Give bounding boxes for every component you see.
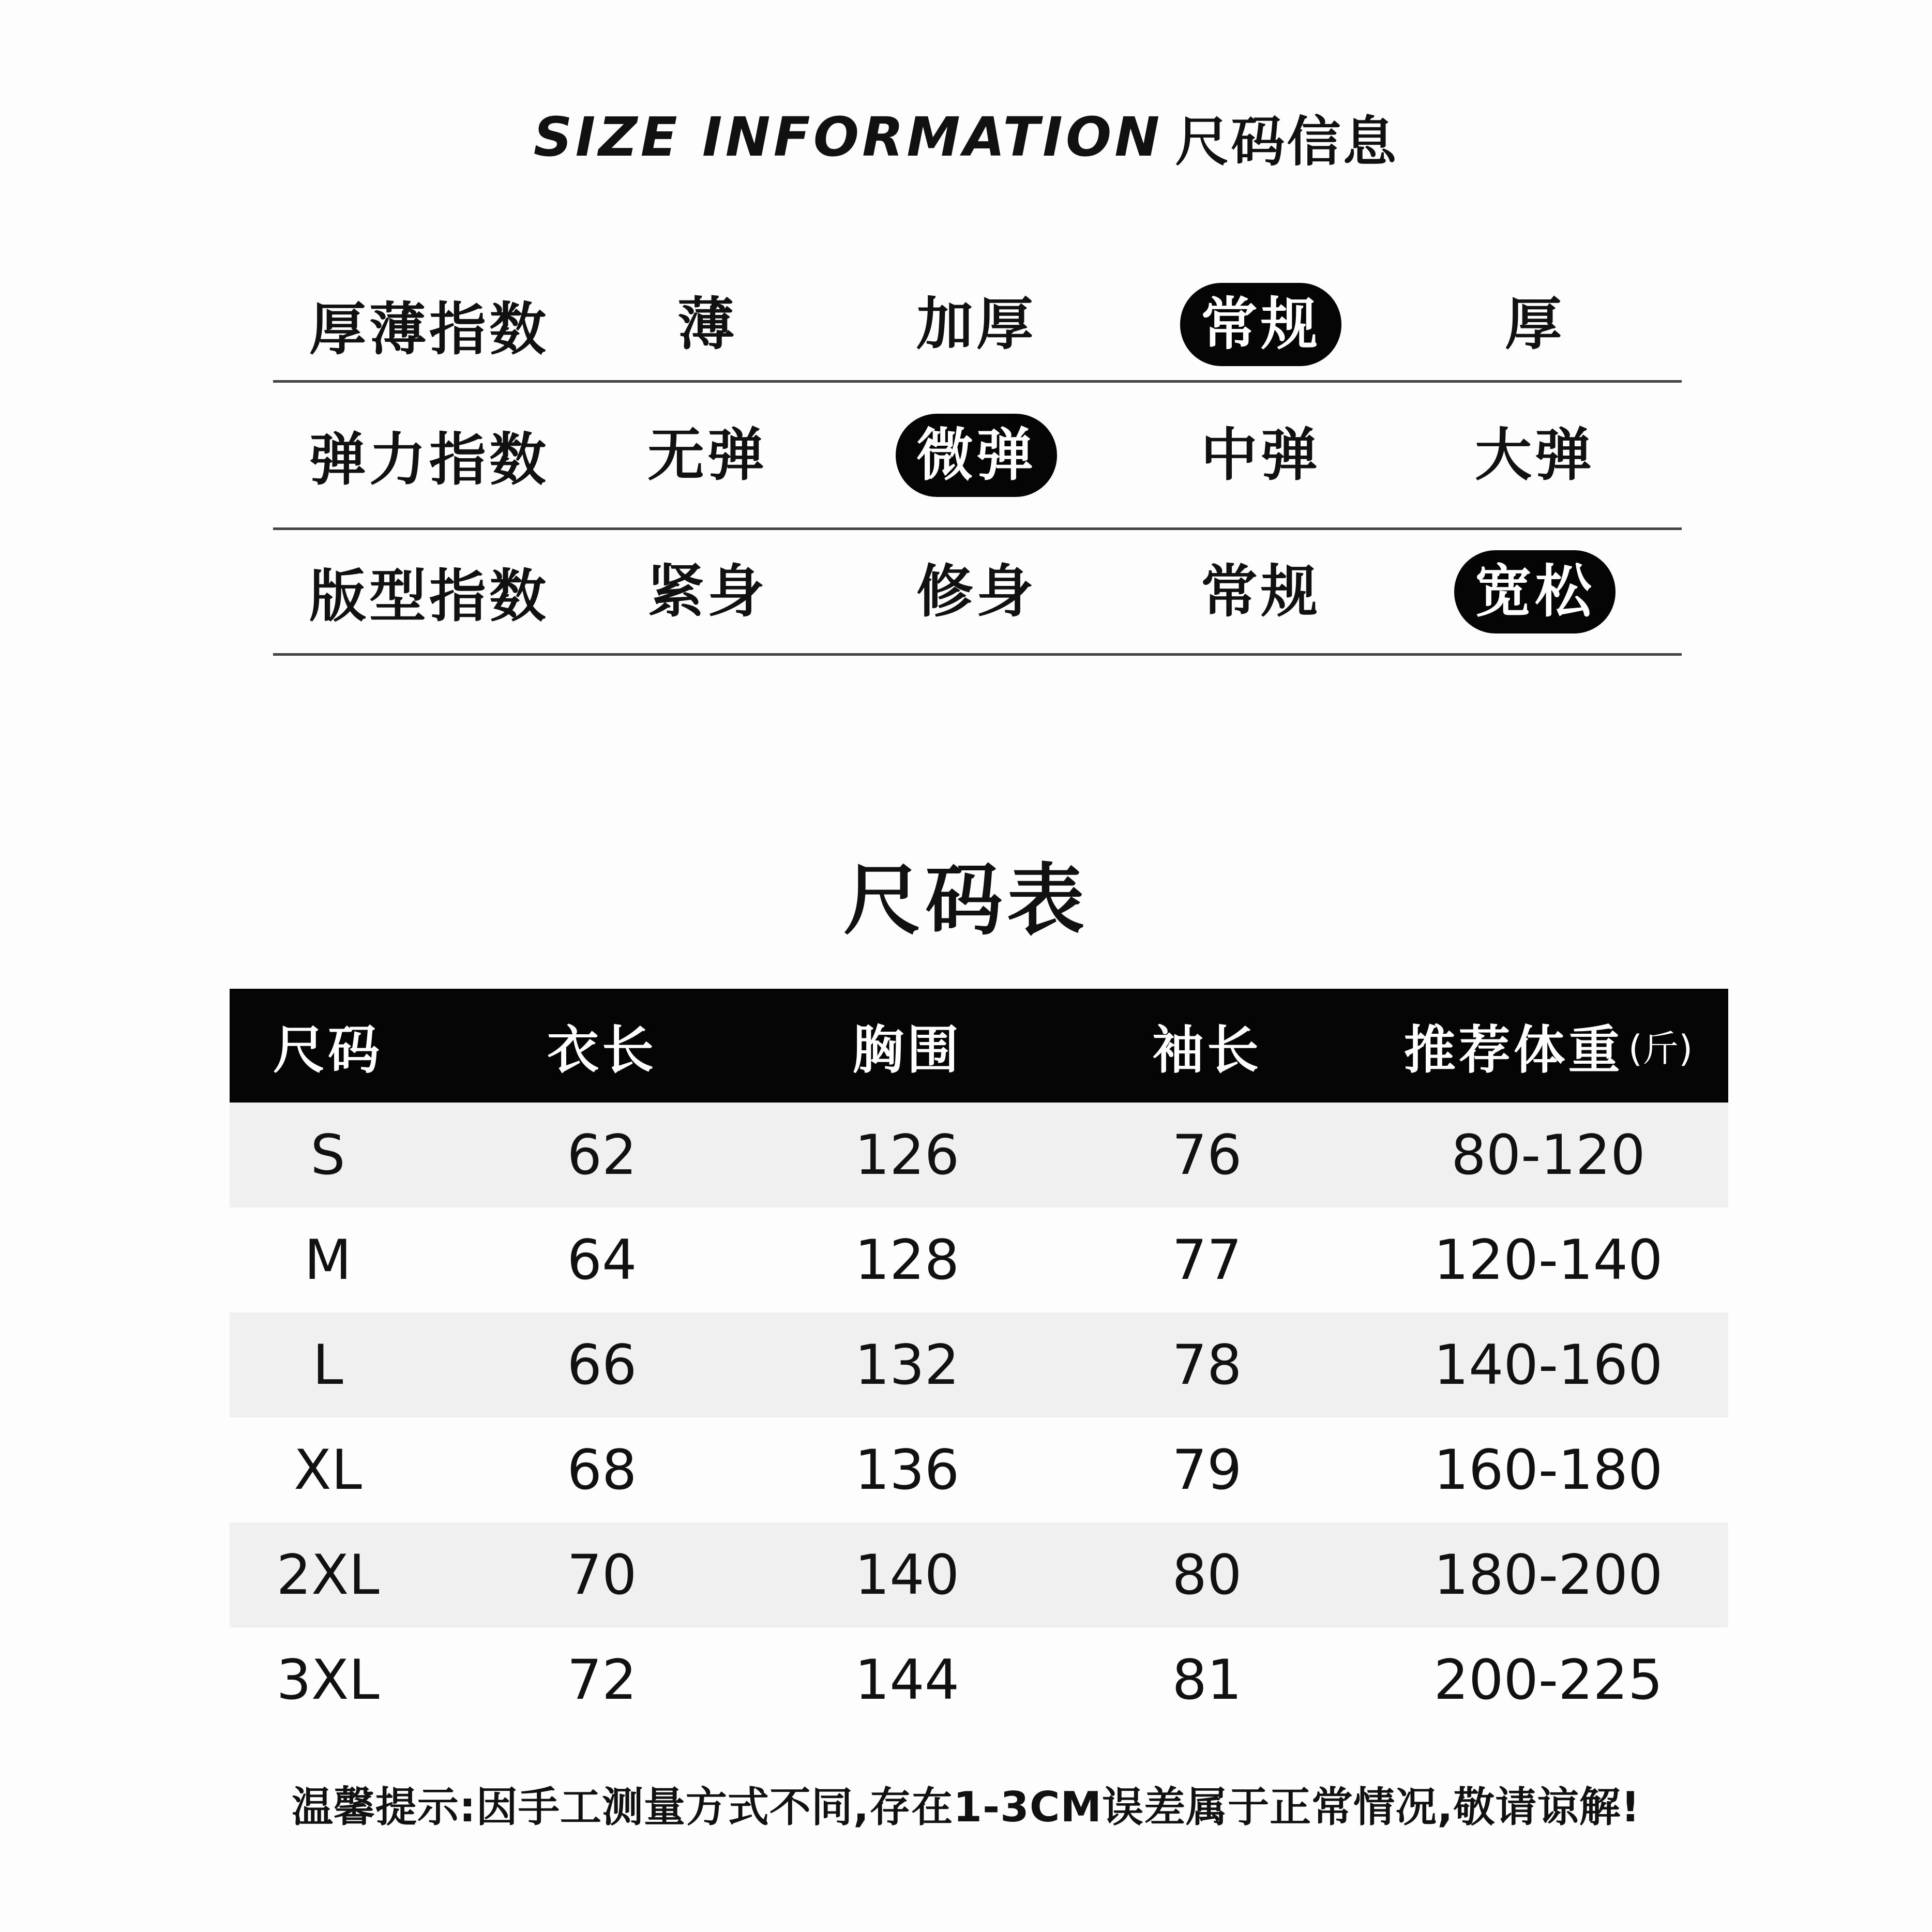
cell-size: XL (294, 1438, 362, 1502)
index-table (273, 269, 1682, 656)
cell-weight: 180-200 (1433, 1543, 1663, 1607)
cell-weight: 120-140 (1433, 1228, 1663, 1292)
cell-chest: 136 (854, 1438, 960, 1502)
cell-chest: 140 (854, 1543, 960, 1607)
header-weight-unit: (斤) (1628, 1027, 1693, 1070)
cell-weight: 160-180 (1433, 1438, 1663, 1502)
cell-weight: 140-160 (1433, 1333, 1663, 1397)
index-option-selected (1411, 530, 1659, 653)
size-table-header (230, 989, 1728, 1103)
option-text: 修身 (916, 558, 1036, 625)
page-header (0, 98, 1932, 176)
option-text-selected: 常规 (1180, 283, 1341, 366)
option-text-selected: 宽松 (1454, 550, 1616, 633)
table-row (230, 1103, 1728, 1208)
cell-sleeve: 76 (1172, 1123, 1242, 1187)
header-title-en: SIZE INFORMATION (533, 105, 1163, 169)
index-option (594, 269, 821, 380)
size-table (230, 989, 1728, 1732)
header-size: 尺码 (273, 1020, 383, 1080)
index-option (1411, 383, 1659, 527)
table-row (230, 1627, 1728, 1732)
index-row-elasticity (273, 383, 1682, 530)
index-option (594, 383, 821, 527)
cell-length: 70 (567, 1543, 637, 1607)
cell-length: 66 (567, 1333, 637, 1397)
index-label: 弹力指数 (309, 427, 549, 493)
index-row-thickness (273, 269, 1682, 383)
header-chest: 胸围 (852, 1020, 962, 1080)
cell-length: 72 (567, 1648, 637, 1712)
table-row (230, 1208, 1728, 1312)
cell-size: S (310, 1123, 345, 1187)
cell-sleeve: 79 (1172, 1438, 1242, 1502)
option-text: 紧身 (647, 558, 767, 625)
index-option-selected (1142, 269, 1380, 380)
option-text-selected: 微弹 (896, 414, 1057, 497)
cell-chest: 144 (854, 1648, 960, 1712)
option-text: 加厚 (916, 291, 1036, 357)
option-text: 大弹 (1475, 421, 1595, 488)
option-text: 中弹 (1201, 421, 1321, 488)
index-row-fit (273, 530, 1682, 656)
cell-chest: 126 (854, 1123, 960, 1187)
index-option (852, 530, 1100, 653)
index-option (594, 530, 821, 653)
cell-sleeve: 78 (1172, 1333, 1242, 1397)
index-label: 版型指数 (309, 563, 549, 629)
option-text: 常规 (1201, 558, 1321, 625)
cell-weight: 200-225 (1433, 1648, 1663, 1712)
index-option (1411, 269, 1659, 380)
table-row (230, 1312, 1728, 1417)
header-weight-label: 推荐体重 (1403, 1020, 1623, 1080)
cell-size: L (312, 1333, 343, 1397)
cell-sleeve: 80 (1172, 1543, 1242, 1607)
cell-length: 62 (567, 1123, 637, 1187)
option-text: 厚 (1505, 291, 1565, 357)
cell-chest: 128 (854, 1228, 960, 1292)
option-text: 无弹 (647, 421, 767, 488)
index-option (852, 269, 1100, 380)
cell-length: 68 (567, 1438, 637, 1502)
measurement-note: 温馨提示:因手工测量方式不同,存在1-3CM误差属于正常情况,敬请谅解! (291, 1783, 1641, 1831)
header-length: 衣长 (547, 1020, 657, 1080)
index-option (1142, 530, 1380, 653)
option-text: 薄 (677, 291, 737, 357)
size-chart-title: 尺码表 (843, 856, 1089, 946)
cell-chest: 132 (854, 1333, 960, 1397)
index-label: 厚薄指数 (309, 296, 549, 363)
cell-size: 2XL (276, 1543, 380, 1607)
cell-sleeve: 81 (1172, 1648, 1242, 1712)
index-option-selected (852, 383, 1100, 527)
header-sleeve: 袖长 (1152, 1020, 1262, 1080)
index-option (1142, 383, 1380, 527)
cell-size: M (304, 1228, 352, 1292)
cell-size: 3XL (276, 1648, 380, 1712)
header-title-cn: 尺码信息 (1175, 110, 1399, 173)
header-weight (1367, 989, 1729, 1103)
cell-weight: 80-120 (1451, 1123, 1646, 1187)
table-row (230, 1417, 1728, 1522)
table-row (230, 1522, 1728, 1627)
cell-length: 64 (567, 1228, 637, 1292)
cell-sleeve: 77 (1172, 1228, 1242, 1292)
